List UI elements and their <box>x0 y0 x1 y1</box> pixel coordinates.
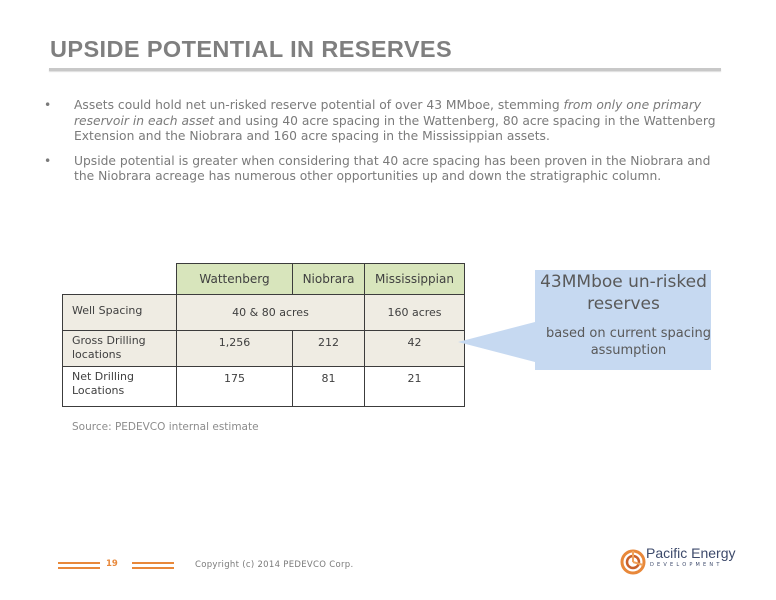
row-label: Net Drilling Locations <box>63 367 177 407</box>
bullet-text-start: Assets could hold net un-risked reserve potential of over 43 MMboe, stemming <box>74 98 564 112</box>
source-note: Source: PEDEVCO internal estimate <box>72 421 259 433</box>
bullet-dot-icon: • <box>44 98 52 112</box>
column-header-niobrara: Niobrara <box>293 264 365 295</box>
table-cell: 81 <box>293 367 365 407</box>
footer-bar <box>132 562 174 564</box>
footer-bar <box>58 567 100 569</box>
footer-bar <box>58 562 100 564</box>
column-header-mississippian: Mississippian <box>365 264 465 295</box>
table-cell: 21 <box>365 367 465 407</box>
logo-subtitle: DEVELOPMENT <box>650 562 723 568</box>
page-number: 19 <box>106 559 118 569</box>
row-label: Well Spacing <box>63 295 177 331</box>
row-label: Gross Drilling locations <box>63 331 177 367</box>
logo-name: Pacific Energy <box>646 545 736 561</box>
slide-title: UPSIDE POTENTIAL IN RESERVES <box>50 36 453 62</box>
column-header-wattenberg: Wattenberg <box>177 264 293 295</box>
callout-subtext: based on current spacing assumption <box>546 326 711 358</box>
shell-logo-icon <box>620 545 648 579</box>
table-cell: 175 <box>177 367 293 407</box>
table-cell: 42 <box>365 331 465 367</box>
bullet-text: Upside potential is greater when considering that 40 acre spacing has been proven in the Niobrara and the Niobrara acreage has numerous other opportunities up and down the stratigraphic column. <box>74 153 711 184</box>
callout-headline: 43MMboe un-risked reserves <box>540 272 707 314</box>
callout <box>536 271 711 359</box>
bullet-dot-icon: • <box>44 153 52 168</box>
copyright-text: Copyright (c) 2014 PEDEVCO Corp. <box>195 560 354 570</box>
bullet-text-end: and using 40 acre spacing in the Wattenberg, 80 acre spacing in the Wattenberg Extension and the Niobrara and 160 acre spacing in the Mississippian assets. <box>74 113 716 144</box>
company-logo <box>620 543 750 583</box>
table-cell: 40 & 80 acres <box>177 295 365 331</box>
table-cell: 212 <box>293 331 365 367</box>
table-cell: 160 acres <box>365 295 465 331</box>
bullet-emphasis: from only one primary reservoir in each asset <box>74 98 702 128</box>
footer-bar <box>132 567 174 569</box>
table-cell: 1,256 <box>177 331 293 367</box>
